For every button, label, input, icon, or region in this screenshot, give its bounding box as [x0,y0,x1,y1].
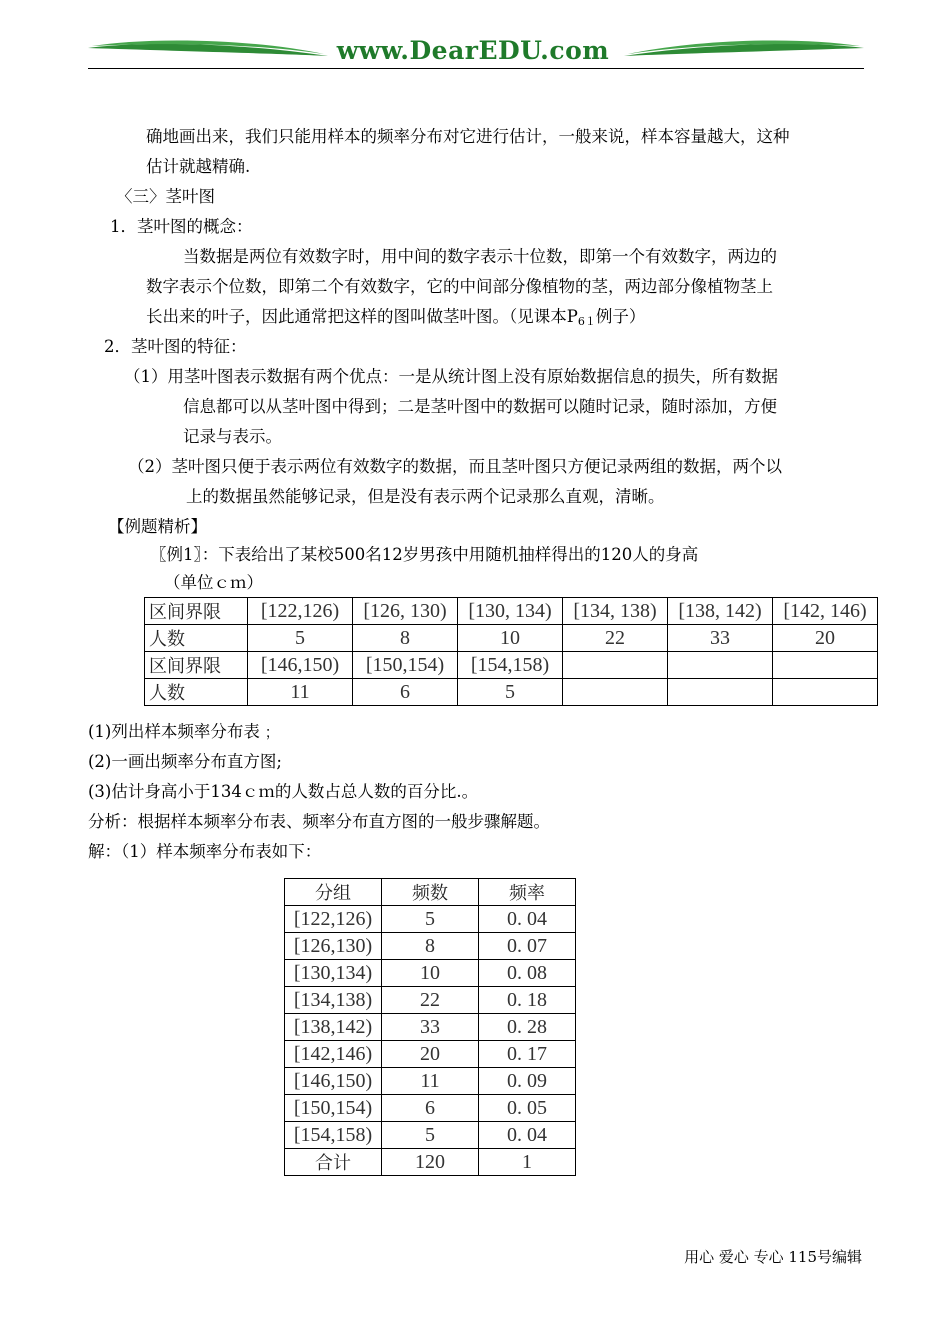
table-cell [668,679,773,706]
example-heading: 【例题精析】 [108,517,207,536]
body-line [146,306,645,333]
body-line: （2）茎叶图只便于表示两位有效数字的数据，而且茎叶图只方便记录两组的数据，两个以 [128,457,782,476]
table-cell: [130, 134) [458,598,563,625]
table-cell: 0. 18 [479,987,576,1014]
table-row [285,987,576,1014]
table-cell: [146,150) [285,1068,382,1095]
table-cell: 5 [248,625,353,652]
table-cell [773,652,878,679]
question-1: (1)列出样本频率分布表﹔ [88,722,277,741]
table-cell: [138, 142) [668,598,773,625]
table-cell: 20 [773,625,878,652]
table-total-row [285,1149,576,1176]
table-cell: [142, 146) [773,598,878,625]
table-cell: 0. 04 [479,906,576,933]
table-cell: 0. 28 [479,1014,576,1041]
table-cell: 合计 [285,1149,382,1176]
leaf-line-tail: 例子） [595,307,646,326]
column-header: 频率 [479,879,576,906]
table-cell: [134, 138) [563,598,668,625]
table-cell: 8 [353,625,458,652]
body-line: 上的数据虽然能够记录，但是没有表示两个记录那么直观，清晰。 [186,487,665,506]
table-label: 区间界限 [145,652,248,679]
table-cell: 0. 05 [479,1095,576,1122]
body-line: 确地画出来，我们只能用样本的频率分布对它进行估计，一般来说，样本容量越大，这种 [146,127,790,146]
table-cell: 1 [479,1149,576,1176]
leaf-line-text: 长出来的叶子，因此通常把这样的图叫做茎叶图。（见课本P [146,307,578,326]
table-cell: 10 [458,625,563,652]
table-cell: 11 [382,1068,479,1095]
table-cell: 8 [382,933,479,960]
table-row [285,933,576,960]
table-cell: [154,158) [458,652,563,679]
column-header: 分组 [285,879,382,906]
table-label: 人数 [145,625,248,652]
table-cell [563,652,668,679]
table-cell: [126,130) [285,933,382,960]
table-cell: [122,126) [248,598,353,625]
table-cell: 11 [248,679,353,706]
subsection-heading: 2．茎叶图的特征： [104,337,247,356]
table-cell: [150,154) [353,652,458,679]
unit-note: （单位ｃｍ） [164,573,263,592]
body-line: （1）用茎叶图表示数据有两个优点：一是从统计图上没有原始数据信息的损失，所有数据 [124,367,778,386]
analysis-line: 分析：根据样本频率分布表、频率分布直方图的一般步骤解题。 [88,812,550,831]
table-cell: [138,142) [285,1014,382,1041]
body-line: 数字表示个位数，即第二个有效数字，它的中间部分像植物的茎，两边部分像植物茎上 [146,277,773,296]
site-brand[interactable]: www.DearEDU.com [336,36,610,65]
table-cell: [150,154) [285,1095,382,1122]
table-cell: 0. 17 [479,1041,576,1068]
question-2: (2)一画出频率分布直方图; [88,752,282,771]
table-cell: 5 [458,679,563,706]
table-cell: 20 [382,1041,479,1068]
height-interval-table [144,597,878,706]
body-line: 当数据是两位有效数字时，用中间的数字表示十位数，即第一个有效数字，两边的 [183,247,777,266]
table-cell: 6 [353,679,458,706]
table-header-row [285,879,576,906]
example-statement: 〖例1〗：下表给出了某校500名12岁男孩中用随机抽样得出的120人的身高 [150,545,699,564]
table-cell: [154,158) [285,1122,382,1149]
table-row [145,625,878,652]
table-cell: 22 [382,987,479,1014]
table-row [145,652,878,679]
body-line: 记录与表示。 [183,427,282,446]
table-cell: 0. 09 [479,1068,576,1095]
table-cell: 5 [382,906,479,933]
table-cell: 0. 08 [479,960,576,987]
page-footer: 用心 爱心 专心 115号编辑 [684,1248,862,1266]
table-label: 人数 [145,679,248,706]
table-cell: 0. 04 [479,1122,576,1149]
table-cell: [122,126) [285,906,382,933]
table-cell: 0. 07 [479,933,576,960]
question-3: (3)估计身高小于134ｃｍ的人数占总人数的百分比.。 [88,782,479,801]
table-cell: 33 [382,1014,479,1041]
header-rule [88,68,864,69]
table-cell: [146,150) [248,652,353,679]
body-line: 信息都可以从茎叶图中得到；二是茎叶图中的数据可以随时记录，随时添加，方便 [183,397,777,416]
table-cell: 120 [382,1149,479,1176]
table-cell [668,652,773,679]
table-row [145,598,878,625]
frequency-distribution-table [284,878,576,1176]
table-cell: [134,138) [285,987,382,1014]
table-cell [563,679,668,706]
table-cell: 22 [563,625,668,652]
table-row [285,1122,576,1149]
page-ref-subscript: 6１ [577,315,596,328]
table-label: 区间界限 [145,598,248,625]
table-row [285,1068,576,1095]
table-cell: 6 [382,1095,479,1122]
table-row [285,906,576,933]
table-row [285,1095,576,1122]
table-row [285,1014,576,1041]
table-cell: 5 [382,1122,479,1149]
table-cell: 10 [382,960,479,987]
solution-line: 解：（1）样本频率分布表如下： [88,842,322,861]
table-cell: [126, 130) [353,598,458,625]
table-cell: [130,134) [285,960,382,987]
column-header: 频数 [382,879,479,906]
body-line: 估计就越精确. [146,157,251,176]
table-row [285,1041,576,1068]
section-heading: 〈三〉茎叶图 [116,187,215,206]
table-cell [773,679,878,706]
table-row [285,960,576,987]
table-cell: [142,146) [285,1041,382,1068]
table-row [145,679,878,706]
table-cell: 33 [668,625,773,652]
subsection-heading: 1．茎叶图的概念： [110,217,253,236]
